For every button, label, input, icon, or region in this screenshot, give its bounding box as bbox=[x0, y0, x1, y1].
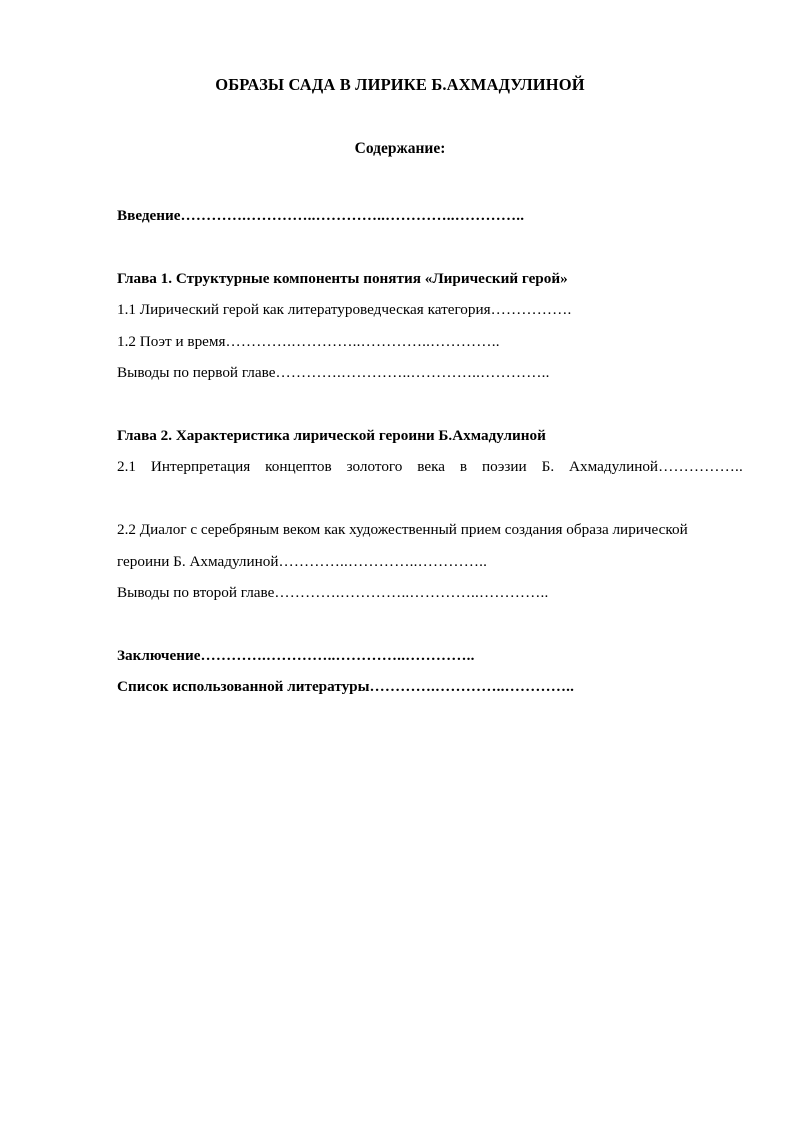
toc-entry-label: 2.2 Диалог с серебряным веком как художественный прием создания образа лирической героини Б. Ахмадулиной bbox=[117, 521, 688, 570]
toc-spacer bbox=[117, 389, 743, 420]
toc-entry-dot-leader: …………..…………..………….. bbox=[278, 552, 488, 570]
toc-entry-dot-leader: ………….…………..………….. bbox=[369, 678, 575, 695]
toc-entry-label: Выводы по второй главе bbox=[117, 584, 275, 601]
toc-entry-label: Глава 1. Структурные компоненты понятия «Лирический герой» bbox=[117, 269, 568, 287]
toc-entry-section-1-1[interactable] bbox=[117, 294, 743, 326]
toc-spacer bbox=[117, 609, 743, 640]
toc-entry-label: Список использованной литературы bbox=[117, 678, 370, 695]
toc-entry-section-2-2[interactable] bbox=[117, 514, 743, 577]
toc-entry-label: Заключение bbox=[117, 646, 201, 664]
toc-entry-conclusions-chapter-2[interactable] bbox=[117, 577, 743, 609]
contents-heading: Содержание: bbox=[354, 140, 446, 157]
toc-entry-section-1-2[interactable] bbox=[117, 326, 743, 358]
toc-entry-dot-leader: ………….…………..…………..………….. bbox=[200, 646, 475, 664]
toc-entry-dot-leader: ………….…………..…………..………….. bbox=[275, 364, 550, 381]
toc-entry-label: 2.1 Интерпретация концептов золотого века в поэзии Б. Ахмадулиной bbox=[117, 458, 659, 475]
toc-entry-conclusions-chapter-1[interactable] bbox=[117, 357, 743, 389]
toc-entry-label: Глава 2. Характеристика лирической героини Б.Ахмадулиной bbox=[117, 426, 546, 444]
toc-spacer bbox=[117, 232, 743, 263]
page-title: ОБРАЗЫ САДА В ЛИРИКЕ Б.АХМАДУЛИНОЙ bbox=[215, 75, 585, 94]
toc-entry-dot-leader: ……………. bbox=[490, 301, 572, 318]
toc-entry-introduction[interactable] bbox=[117, 200, 743, 232]
toc-entry-conclusion[interactable] bbox=[117, 640, 743, 672]
toc-entry-chapter-1[interactable] bbox=[117, 263, 743, 295]
toc-entry-label: Выводы по первой главе bbox=[117, 364, 276, 381]
toc-entry-label: 1.1 Лирический герой как литературоведческая категория bbox=[117, 301, 491, 318]
toc-entry-bibliography[interactable] bbox=[117, 671, 743, 703]
toc-entry-label: Введение bbox=[117, 207, 181, 224]
table-of-contents bbox=[117, 200, 743, 703]
toc-entry-section-2-1[interactable] bbox=[117, 451, 743, 514]
toc-entry-dot-leader: …………….. bbox=[658, 458, 743, 475]
toc-entry-dot-leader: ………….…………..…………..………….. bbox=[274, 584, 549, 601]
toc-entry-dot-leader: ………….…………..…………..…………..………….. bbox=[180, 207, 525, 224]
toc-entry-chapter-2[interactable] bbox=[117, 420, 743, 452]
toc-entry-label: 1.2 Поэт и время bbox=[117, 332, 226, 350]
toc-entry-dot-leader: ………….…………..…………..………….. bbox=[225, 332, 500, 350]
